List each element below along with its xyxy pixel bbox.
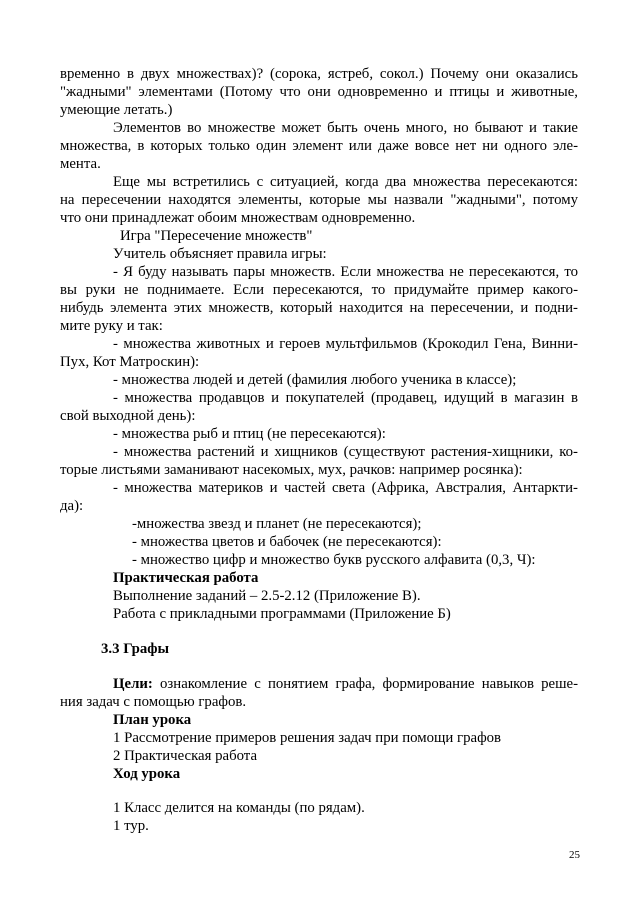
text-line: [113, 443, 578, 461]
heading-line: [101, 640, 578, 658]
text-line: [60, 65, 578, 83]
line-text: что они принадлежат обоим множествам одновременно.: [60, 210, 416, 226]
text-line: [60, 299, 578, 317]
text-line: [113, 371, 578, 389]
line-text: 1 тур.: [113, 818, 149, 834]
line-text: Работа с прикладными программами (Приложение Б): [113, 606, 451, 622]
text-line: [60, 317, 578, 335]
line-text: "жадными" элементами (Потому что они одновременно и птицы и животные,: [60, 84, 578, 100]
line-text: нибудь элемента этих множеств, который находится на пересечении, и подни-: [60, 300, 578, 316]
line-text: - множество цифр и множество букв русского алфавита (0,3, Ч):: [132, 552, 536, 568]
line-text: на пересечении находятся элементы, которые мы назвали "жадными", потому: [60, 192, 578, 208]
text-line: [113, 335, 578, 353]
line-text: мите руку и так:: [60, 318, 163, 334]
text-line: [60, 693, 578, 711]
text-line: [132, 533, 578, 551]
text-line: [113, 747, 578, 765]
line-text: - множества людей и детей (фамилия любого ученика в классе);: [113, 372, 517, 388]
text-line: [60, 191, 578, 209]
line-text: ознакомление с понятием графа, формирование навыков реше-: [160, 676, 578, 692]
text-line: [113, 587, 578, 605]
text-line: [60, 281, 578, 299]
line-text: Учитель объясняет правила игры:: [113, 246, 327, 262]
heading-line: [113, 711, 578, 729]
text-line: [60, 353, 578, 371]
line-text: - множества цветов и бабочек (не пересекаются):: [132, 534, 442, 550]
line-text: - множества материков и частей света (Африка, Австралия, Антаркти-: [113, 480, 578, 496]
text-line: [113, 729, 578, 747]
heading-line: [113, 569, 578, 587]
line-text: ния задач с помощью графов.: [60, 694, 247, 710]
line-text: - множества растений и хищников (существуют растения-хищники, ко-: [113, 444, 578, 460]
text-line: [113, 605, 578, 623]
line-text: - множества животных и героев мультфильмов (Крокодил Гена, Винни-: [113, 336, 578, 352]
line-text: свой выходной день):: [60, 408, 196, 424]
line-text: План урока: [113, 712, 192, 728]
text-line: [113, 173, 578, 191]
heading-line: [113, 765, 578, 783]
text-line: [113, 119, 578, 137]
text-line: [60, 209, 578, 227]
line-text: 1 Рассмотрение примеров решения задач при помощи графов: [113, 730, 502, 746]
line-text: Пух, Кот Матроскин):: [60, 354, 200, 370]
line-text: множества, в которых только один элемент или даже вовсе нет ни одного эле-: [60, 138, 578, 154]
text-line: [113, 817, 578, 835]
line-text: 3.3 Графы: [101, 641, 170, 657]
text-line: [60, 155, 578, 173]
lead-label: Цели:: [113, 676, 153, 692]
line-text: Ход урока: [113, 766, 181, 782]
text-line: [60, 83, 578, 101]
line-text: Практическая работа: [113, 570, 259, 586]
text-line: [113, 675, 578, 693]
line-text: 1 Класс делится на команды (по рядам).: [113, 800, 365, 816]
text-line: [113, 389, 578, 407]
line-text: мента.: [60, 156, 101, 172]
text-line: [60, 407, 578, 425]
line-text: умеющие летать.): [60, 102, 173, 118]
line-text: -множества звезд и планет (не пересекаются);: [132, 516, 422, 532]
line-text: 2 Практическая работа: [113, 748, 258, 764]
text-line: [132, 551, 578, 569]
line-text: торые листьями заманивают насекомых, мух, рачков: например росянка):: [60, 462, 523, 478]
text-line: [113, 425, 578, 443]
line-text: Элементов во множестве может быть очень много, но бывают и такие: [113, 120, 578, 136]
line-text: Еще мы встретились с ситуацией, когда два множества пересекаются:: [113, 174, 578, 190]
page-number: 25: [569, 849, 580, 861]
line-text: да):: [60, 498, 84, 514]
line-text: - множества рыб и птиц (не пересекаются):: [113, 426, 386, 442]
line-text: - множества продавцов и покупателей (продавец, идущий в магазин в: [113, 390, 578, 406]
text-line: [113, 263, 578, 281]
line-text: вы руки не поднимаете. Если пересекаются, то придумайте пример какого-: [60, 282, 578, 298]
text-line: [113, 479, 578, 497]
line-text: - Я буду называть пары множеств. Если множества не пересекаются, то: [113, 264, 578, 280]
text-line: [120, 227, 578, 245]
text-line: [60, 461, 578, 479]
text-line: [60, 497, 578, 515]
text-line: [113, 799, 578, 817]
line-text: Выполнение заданий – 2.5-2.12 (Приложение В).: [113, 588, 421, 604]
text-line: [132, 515, 578, 533]
text-line: [113, 245, 578, 263]
line-text: временно в двух множествах)? (сорока, ястреб, сокол.) Почему они оказались: [60, 66, 578, 82]
text-line: [60, 101, 578, 119]
line-text: Игра "Пересечение множеств": [120, 228, 313, 244]
text-line: [60, 137, 578, 155]
